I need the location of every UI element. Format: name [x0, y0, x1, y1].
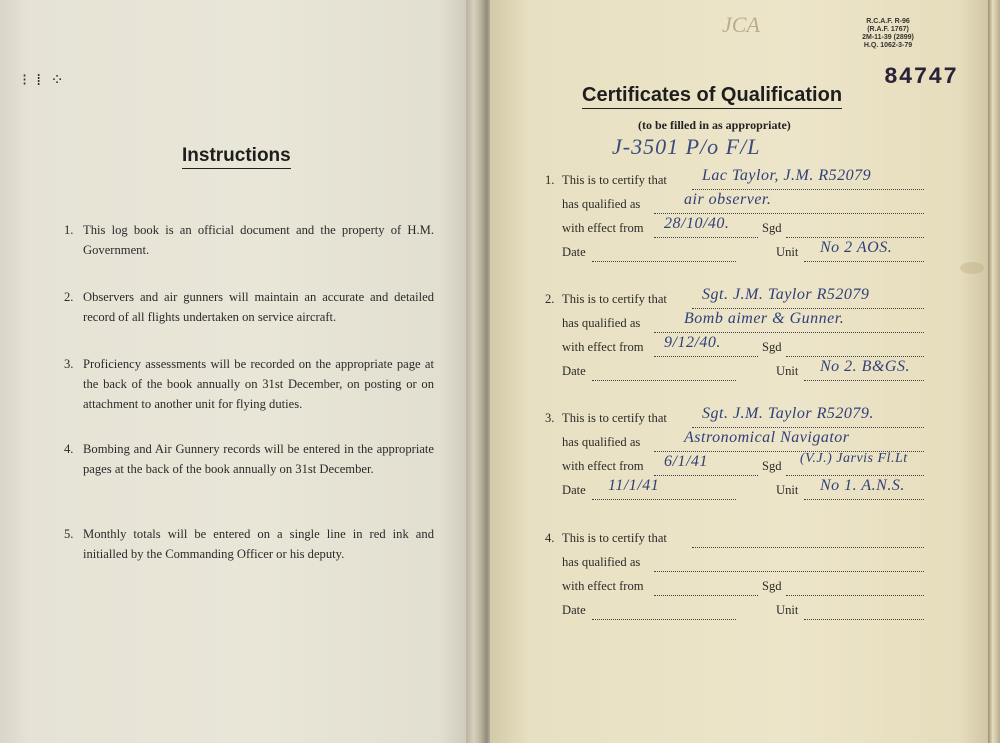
certificate-number: 3.: [545, 411, 555, 425]
instruction-text: Monthly totals will be entered on a single line in red ink and initialled by the Commanding Officer or his deputy.: [83, 527, 434, 561]
certify-label: This is to certify that: [562, 292, 667, 306]
sgd-label: Sgd: [762, 579, 782, 593]
effect-label: with effect from: [562, 340, 644, 354]
instruction-item-3: [64, 354, 434, 414]
qualification: Bomb aimer & Gunner.: [684, 310, 845, 327]
sgd-label: Sgd: [762, 459, 782, 473]
certify-label: This is to certify that: [562, 173, 667, 187]
top-marks: ⁝ ⁞ ⁘: [22, 70, 66, 89]
certificate-number: 4.: [545, 531, 555, 545]
unit-dotted-line: [804, 619, 924, 620]
instruction-number: 5.: [64, 527, 74, 541]
unit-dotted-line: [804, 261, 924, 262]
effect-dotted-line: [654, 595, 758, 596]
certified-name: Lac Taylor, J.M. R52079: [702, 167, 872, 184]
instructions-title: Instructions: [182, 145, 291, 169]
instruction-number: 2.: [64, 290, 74, 304]
qualified-dotted-line: [654, 571, 924, 572]
instruction-text: Proficiency assessments will be recorded on the appropriate page at the back of the book annually on 31st December, on posting or on attachment to another unit for flying duties.: [83, 357, 434, 411]
certified-name: Sgt. J.M. Taylor R52079: [702, 286, 870, 303]
unit-dotted-line: [804, 499, 924, 500]
instruction-item-1: [64, 220, 434, 260]
effect-date: 9/12/40.: [664, 334, 721, 351]
certify-dotted-line: [692, 547, 924, 548]
instruction-number: 1.: [64, 223, 74, 237]
instruction-text: Observers and air gunners will maintain an accurate and detailed record of all flights undertaken on service aircraft.: [83, 290, 434, 324]
qualified-dotted-line: [654, 213, 924, 214]
unit-name: No 2 AOS.: [820, 239, 893, 256]
form-id-line: R.C.A.F. R-96: [866, 18, 910, 25]
sgd-dotted-line: [786, 475, 924, 476]
instruction-item-4: [64, 439, 434, 479]
instruction-item-5: [64, 524, 434, 564]
qualification: Astronomical Navigator: [684, 429, 850, 446]
qualified-label: has qualified as: [562, 555, 641, 569]
left-page-instructions: [0, 0, 478, 743]
unit-dotted-line: [804, 380, 924, 381]
effect-label: with effect from: [562, 579, 644, 593]
sgd-dotted-line: [786, 237, 924, 238]
certificates-subtitle: (to be filled in as appropriate): [638, 118, 791, 132]
sgd-dotted-line: [786, 356, 924, 357]
effect-date: 28/10/40.: [664, 215, 730, 232]
certify-dotted-line: [692, 308, 924, 309]
pencil-mark: JCA: [722, 12, 760, 37]
certify-label: This is to certify that: [562, 531, 667, 545]
qualified-label: has qualified as: [562, 197, 641, 211]
handwritten-service-number: J-3501 P/o F/L: [612, 134, 761, 159]
form-identifier: [848, 18, 928, 50]
certified-name: Sgt. J.M. Taylor R52079.: [702, 405, 874, 422]
date-label: Date: [562, 603, 586, 617]
effect-dotted-line: [654, 356, 758, 357]
qualified-dotted-line: [654, 332, 924, 333]
instruction-number: 4.: [64, 442, 74, 456]
unit-label: Unit: [776, 483, 799, 497]
effect-dotted-line: [654, 475, 758, 476]
sgd-label: Sgd: [762, 221, 782, 235]
unit-label: Unit: [776, 603, 799, 617]
sgd-dotted-line: [786, 595, 924, 596]
date-label: Date: [562, 245, 586, 259]
certificate-number: 2.: [545, 292, 555, 306]
sgd-label: Sgd: [762, 340, 782, 354]
form-id-line: H.Q. 1062-3-79: [863, 42, 913, 49]
form-id-line: (R.A.F. 1767): [867, 26, 909, 33]
certificate-date: 11/1/41: [608, 477, 660, 494]
instruction-item-2: [64, 287, 434, 327]
book-spine: [466, 0, 492, 743]
certificates-title: Certificates of Qualification: [582, 84, 842, 109]
certify-dotted-line: [692, 427, 924, 428]
date-dotted-line: [592, 499, 736, 500]
date-label: Date: [562, 483, 586, 497]
instruction-text: This log book is an official document and the property of H.M. Government.: [83, 223, 434, 257]
date-dotted-line: [592, 380, 736, 381]
certify-dotted-line: [692, 189, 924, 190]
date-label: Date: [562, 364, 586, 378]
ink-smudge: [960, 262, 984, 274]
effect-label: with effect from: [562, 221, 644, 235]
unit-name: No 2. B&GS.: [820, 358, 910, 375]
instruction-text: Bombing and Air Gunnery records will be entered in the appropriate pages at the back of the book annually on 31st December.: [83, 442, 434, 476]
form-id-line: 2M-11-39 (2899): [862, 34, 914, 41]
certify-label: This is to certify that: [562, 411, 667, 425]
effect-dotted-line: [654, 237, 758, 238]
date-dotted-line: [592, 261, 736, 262]
qualified-label: has qualified as: [562, 316, 641, 330]
unit-name: No 1. A.N.S.: [820, 477, 905, 494]
qualification: air observer.: [684, 191, 772, 208]
unit-label: Unit: [776, 364, 799, 378]
date-dotted-line: [592, 619, 736, 620]
certificate-number: 1.: [545, 173, 555, 187]
page-edge: [988, 0, 1000, 743]
signature: (V.J.) Jarvis Fl.Lt: [800, 451, 908, 466]
effect-label: with effect from: [562, 459, 644, 473]
qualified-label: has qualified as: [562, 435, 641, 449]
serial-number: 84747: [884, 64, 959, 90]
effect-date: 6/1/41: [664, 453, 708, 470]
unit-label: Unit: [776, 245, 799, 259]
instruction-number: 3.: [64, 357, 74, 371]
